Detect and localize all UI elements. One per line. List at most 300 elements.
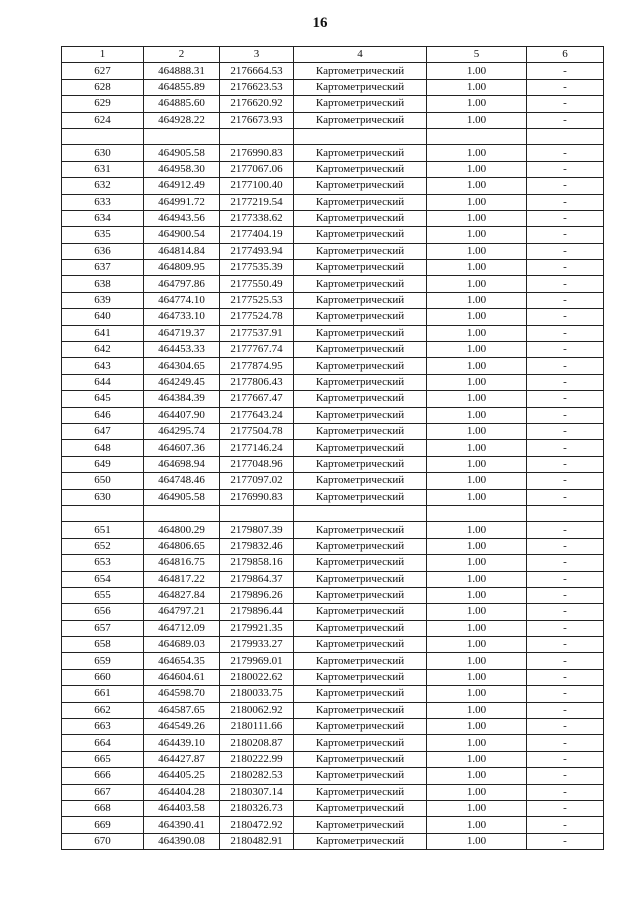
table-row <box>62 735 604 751</box>
table-row <box>62 538 604 554</box>
table-cell: 1.00 <box>427 817 527 833</box>
table-cell: - <box>527 374 604 390</box>
table-cell: Картометрический <box>294 391 427 407</box>
table-cell: 658 <box>62 637 144 653</box>
table-cell: - <box>527 768 604 784</box>
table-row <box>62 522 604 538</box>
table-cell: 636 <box>62 243 144 259</box>
table-cell: 464797.21 <box>144 604 220 620</box>
table-cell: 1.00 <box>427 800 527 816</box>
table-cell: 2179969.01 <box>220 653 294 669</box>
table-cell: 1.00 <box>427 358 527 374</box>
table-cell: 663 <box>62 719 144 735</box>
table-row <box>62 751 604 767</box>
table-row <box>62 194 604 210</box>
table-cell: 2176990.83 <box>220 489 294 505</box>
table-cell: Картометрический <box>294 79 427 95</box>
coordinates-table <box>61 46 604 850</box>
table-row <box>62 145 604 161</box>
table-cell: 2176620.92 <box>220 96 294 112</box>
table-cell: 464928.22 <box>144 112 220 128</box>
table-cell: 464654.35 <box>144 653 220 669</box>
table-cell: Картометрический <box>294 227 427 243</box>
table-cell: 2179933.27 <box>220 637 294 653</box>
table-cell: 634 <box>62 210 144 226</box>
table-cell: 2177404.19 <box>220 227 294 243</box>
table-cell: - <box>527 751 604 767</box>
table-cell: 641 <box>62 325 144 341</box>
table-cell: - <box>527 391 604 407</box>
table-cell: - <box>527 522 604 538</box>
table-cell: 464712.09 <box>144 620 220 636</box>
table-cell: 2180282.53 <box>220 768 294 784</box>
table-cell: 1.00 <box>427 489 527 505</box>
table-cell: 1.00 <box>427 604 527 620</box>
table-row <box>62 604 604 620</box>
table-cell: 2177048.96 <box>220 456 294 472</box>
table-row <box>62 505 604 521</box>
table-cell: Картометрический <box>294 309 427 325</box>
table-row <box>62 423 604 439</box>
table-cell: 464814.84 <box>144 243 220 259</box>
table-cell: 2180022.62 <box>220 669 294 685</box>
table-cell: Картометрический <box>294 276 427 292</box>
table-cell: - <box>527 63 604 79</box>
table-cell: 1.00 <box>427 243 527 259</box>
table-cell: - <box>527 669 604 685</box>
table-cell: 464587.65 <box>144 702 220 718</box>
table-cell: Картометрический <box>294 243 427 259</box>
table-cell: 464598.70 <box>144 686 220 702</box>
table-cell: 1.00 <box>427 571 527 587</box>
table-cell: 2177767.74 <box>220 342 294 358</box>
table-cell: 2177219.54 <box>220 194 294 210</box>
table-cell: Картометрический <box>294 423 427 439</box>
table-cell: 662 <box>62 702 144 718</box>
table-cell: 464249.45 <box>144 374 220 390</box>
table-cell: Картометрический <box>294 669 427 685</box>
table-cell: - <box>527 800 604 816</box>
table-cell: 2177535.39 <box>220 260 294 276</box>
page-number: 16 <box>312 15 328 31</box>
table-row <box>62 653 604 669</box>
table-cell: 643 <box>62 358 144 374</box>
table-cell: - <box>527 342 604 358</box>
table-cell: - <box>527 489 604 505</box>
table-cell: 2176990.83 <box>220 145 294 161</box>
table-cell: - <box>527 178 604 194</box>
table-cell: Картометрический <box>294 63 427 79</box>
table-row <box>62 587 604 603</box>
table-cell: 2180482.91 <box>220 833 294 849</box>
table-cell: 1.00 <box>427 653 527 669</box>
table-cell: 464958.30 <box>144 161 220 177</box>
table-cell: 464453.33 <box>144 342 220 358</box>
table-cell: 2176664.53 <box>220 63 294 79</box>
table-cell: 464885.60 <box>144 96 220 112</box>
table-cell <box>144 128 220 144</box>
table-cell: 667 <box>62 784 144 800</box>
table-cell: - <box>527 358 604 374</box>
table-cell: 627 <box>62 63 144 79</box>
table-cell: Картометрический <box>294 735 427 751</box>
table-cell: 1.00 <box>427 112 527 128</box>
table-cell: 1.00 <box>427 194 527 210</box>
table-cell: 464855.89 <box>144 79 220 95</box>
table-cell: - <box>527 440 604 456</box>
table-cell: 656 <box>62 604 144 620</box>
table-cell <box>220 128 294 144</box>
table-cell: 1.00 <box>427 833 527 849</box>
table-cell: - <box>527 719 604 735</box>
table-cell: Картометрический <box>294 178 427 194</box>
table-cell: 2177525.53 <box>220 292 294 308</box>
table-cell: 1.00 <box>427 96 527 112</box>
table-cell: Картометрический <box>294 358 427 374</box>
table-cell: 635 <box>62 227 144 243</box>
table-row <box>62 800 604 816</box>
table-cell: Картометрический <box>294 833 427 849</box>
table-cell: - <box>527 620 604 636</box>
table-cell: 464607.36 <box>144 440 220 456</box>
table-cell: 1.00 <box>427 260 527 276</box>
table-cell: Картометрический <box>294 555 427 571</box>
table-cell: 631 <box>62 161 144 177</box>
table-row <box>62 374 604 390</box>
table-cell: - <box>527 309 604 325</box>
table-cell: 2177338.62 <box>220 210 294 226</box>
table-cell: - <box>527 653 604 669</box>
table-cell: - <box>527 571 604 587</box>
table-cell: Картометрический <box>294 145 427 161</box>
table-row <box>62 686 604 702</box>
table-cell: Картометрический <box>294 522 427 538</box>
table-cell: 464888.31 <box>144 63 220 79</box>
table-cell: 464748.46 <box>144 473 220 489</box>
table-row <box>62 260 604 276</box>
table-cell: - <box>527 587 604 603</box>
table-cell: 1.00 <box>427 555 527 571</box>
table-cell: 464698.94 <box>144 456 220 472</box>
table-row <box>62 79 604 95</box>
table-cell: Картометрический <box>294 784 427 800</box>
table-row <box>62 669 604 685</box>
table-row <box>62 63 604 79</box>
table-cell: Картометрический <box>294 440 427 456</box>
table-cell: Картометрический <box>294 702 427 718</box>
table-cell: 1.00 <box>427 473 527 489</box>
table-row <box>62 440 604 456</box>
table-cell: 637 <box>62 260 144 276</box>
table-cell <box>62 505 144 521</box>
table-row <box>62 817 604 833</box>
table-cell: 2177643.24 <box>220 407 294 423</box>
table-cell: - <box>527 784 604 800</box>
table-cell: 664 <box>62 735 144 751</box>
table-row <box>62 178 604 194</box>
table-cell: 2180033.75 <box>220 686 294 702</box>
table-cell: - <box>527 276 604 292</box>
table-cell: 1.00 <box>427 620 527 636</box>
table-cell: 2180326.73 <box>220 800 294 816</box>
table-cell: - <box>527 473 604 489</box>
table-cell: 464390.41 <box>144 817 220 833</box>
table-cell: - <box>527 686 604 702</box>
table-cell: 464390.08 <box>144 833 220 849</box>
table-cell: Картометрический <box>294 374 427 390</box>
table-cell <box>62 128 144 144</box>
column-header: 2 <box>144 47 220 63</box>
table-row <box>62 571 604 587</box>
table-row <box>62 637 604 653</box>
table-cell: 2180062.92 <box>220 702 294 718</box>
table-cell: 659 <box>62 653 144 669</box>
table-cell: - <box>527 423 604 439</box>
table-row <box>62 210 604 226</box>
table-cell: Картометрический <box>294 325 427 341</box>
table-cell: 2180222.99 <box>220 751 294 767</box>
table-cell: - <box>527 702 604 718</box>
table-row <box>62 456 604 472</box>
table-cell: Картометрический <box>294 604 427 620</box>
table-cell: 464403.58 <box>144 800 220 816</box>
table-cell: 2179858.16 <box>220 555 294 571</box>
table-cell: 630 <box>62 145 144 161</box>
table-cell: 1.00 <box>427 686 527 702</box>
table-cell: 644 <box>62 374 144 390</box>
table-cell: Картометрический <box>294 210 427 226</box>
table-cell: 464295.74 <box>144 423 220 439</box>
table-cell: 1.00 <box>427 440 527 456</box>
table-cell: 657 <box>62 620 144 636</box>
table-cell: 650 <box>62 473 144 489</box>
table-cell: Картометрический <box>294 800 427 816</box>
column-header: 4 <box>294 47 427 63</box>
table-cell: Картометрический <box>294 161 427 177</box>
table-cell <box>220 505 294 521</box>
table-cell: 1.00 <box>427 751 527 767</box>
table-row <box>62 128 604 144</box>
table-cell: 2177493.94 <box>220 243 294 259</box>
table-row <box>62 555 604 571</box>
table-cell: 2180307.14 <box>220 784 294 800</box>
table-cell: Картометрический <box>294 473 427 489</box>
table-cell: 1.00 <box>427 719 527 735</box>
table-cell: Картометрический <box>294 292 427 308</box>
table-cell: - <box>527 538 604 554</box>
table-cell: Картометрический <box>294 260 427 276</box>
table-cell <box>527 128 604 144</box>
table-cell: 464806.65 <box>144 538 220 554</box>
table-cell: Картометрический <box>294 342 427 358</box>
table-cell: 1.00 <box>427 407 527 423</box>
table-cell: 1.00 <box>427 538 527 554</box>
table-row <box>62 358 604 374</box>
table-cell: 654 <box>62 571 144 587</box>
table-cell: - <box>527 555 604 571</box>
table-cell: 2179832.46 <box>220 538 294 554</box>
table-cell: Картометрический <box>294 571 427 587</box>
table-row <box>62 473 604 489</box>
table-cell: 2177537.91 <box>220 325 294 341</box>
table-cell: 464384.39 <box>144 391 220 407</box>
table-cell: 464905.58 <box>144 145 220 161</box>
table-cell: 2179896.26 <box>220 587 294 603</box>
table-cell: Картометрический <box>294 489 427 505</box>
table-cell: - <box>527 637 604 653</box>
table-row <box>62 407 604 423</box>
table-row <box>62 784 604 800</box>
table-cell: 2179864.37 <box>220 571 294 587</box>
table-cell: 632 <box>62 178 144 194</box>
table-cell: 1.00 <box>427 391 527 407</box>
table-cell: 1.00 <box>427 79 527 95</box>
table-row <box>62 276 604 292</box>
table-cell: 464817.22 <box>144 571 220 587</box>
table-row <box>62 342 604 358</box>
table-cell <box>427 128 527 144</box>
table-cell: 645 <box>62 391 144 407</box>
table-cell: - <box>527 817 604 833</box>
table-row <box>62 391 604 407</box>
table-row <box>62 325 604 341</box>
table-cell: 653 <box>62 555 144 571</box>
table-body <box>62 63 604 850</box>
table-cell: Картометрический <box>294 751 427 767</box>
table-cell: - <box>527 407 604 423</box>
table-cell: 2177067.06 <box>220 161 294 177</box>
table-cell: 464689.03 <box>144 637 220 653</box>
table-cell: - <box>527 194 604 210</box>
table-cell: - <box>527 260 604 276</box>
table-cell: 655 <box>62 587 144 603</box>
table-cell: 464439.10 <box>144 735 220 751</box>
table-cell: 652 <box>62 538 144 554</box>
table-cell: - <box>527 604 604 620</box>
table-row <box>62 719 604 735</box>
table-cell: Картометрический <box>294 538 427 554</box>
table-cell: 464800.29 <box>144 522 220 538</box>
table-cell: 668 <box>62 800 144 816</box>
table-cell: 624 <box>62 112 144 128</box>
table-row <box>62 112 604 128</box>
table-cell: 2177097.02 <box>220 473 294 489</box>
column-header: 5 <box>427 47 527 63</box>
table-cell: 648 <box>62 440 144 456</box>
table-cell: 1.00 <box>427 63 527 79</box>
table-cell: 660 <box>62 669 144 685</box>
table-cell: - <box>527 210 604 226</box>
table-cell: 629 <box>62 96 144 112</box>
table-cell: 2180208.87 <box>220 735 294 751</box>
table-cell <box>294 128 427 144</box>
table-cell: 628 <box>62 79 144 95</box>
table-cell: 2177524.78 <box>220 309 294 325</box>
table-cell: Картометрический <box>294 194 427 210</box>
table-cell: - <box>527 243 604 259</box>
table-cell: 2180472.92 <box>220 817 294 833</box>
table-cell: Картометрический <box>294 407 427 423</box>
table-cell: - <box>527 325 604 341</box>
table-cell: 666 <box>62 768 144 784</box>
table-cell: Картометрический <box>294 96 427 112</box>
table-cell: 1.00 <box>427 342 527 358</box>
table-cell: 464407.90 <box>144 407 220 423</box>
table-cell: 1.00 <box>427 702 527 718</box>
table-cell: - <box>527 292 604 308</box>
table-cell: 1.00 <box>427 587 527 603</box>
table-cell: 2177667.47 <box>220 391 294 407</box>
table-cell: 1.00 <box>427 637 527 653</box>
column-header: 3 <box>220 47 294 63</box>
table-cell: Картометрический <box>294 637 427 653</box>
table-cell: 1.00 <box>427 735 527 751</box>
table-cell: - <box>527 456 604 472</box>
table-row <box>62 768 604 784</box>
table-cell: 2176623.53 <box>220 79 294 95</box>
table-row <box>62 702 604 718</box>
table-cell: Картометрический <box>294 653 427 669</box>
table-cell: 2177100.40 <box>220 178 294 194</box>
table-cell: 464304.65 <box>144 358 220 374</box>
table-cell: - <box>527 735 604 751</box>
column-header: 1 <box>62 47 144 63</box>
table-cell: 2179896.44 <box>220 604 294 620</box>
table-cell: 464404.28 <box>144 784 220 800</box>
table-row <box>62 227 604 243</box>
table-cell <box>527 505 604 521</box>
table-cell: 638 <box>62 276 144 292</box>
table-cell: 1.00 <box>427 522 527 538</box>
table-row <box>62 243 604 259</box>
column-header: 6 <box>527 47 604 63</box>
table-cell: 1.00 <box>427 325 527 341</box>
table-cell: 670 <box>62 833 144 849</box>
table-cell: Картометрический <box>294 456 427 472</box>
table-cell: - <box>527 161 604 177</box>
table-cell: 1.00 <box>427 210 527 226</box>
table-cell: 2179807.39 <box>220 522 294 538</box>
table-cell: 1.00 <box>427 309 527 325</box>
table-cell: 464827.84 <box>144 587 220 603</box>
table-cell: 639 <box>62 292 144 308</box>
table-cell: Картометрический <box>294 686 427 702</box>
table-cell: 2176673.93 <box>220 112 294 128</box>
table-cell: 464905.58 <box>144 489 220 505</box>
table-cell: 642 <box>62 342 144 358</box>
table-cell: 2180111.66 <box>220 719 294 735</box>
table-cell: 1.00 <box>427 456 527 472</box>
table-cell: 1.00 <box>427 669 527 685</box>
table-cell: 464405.25 <box>144 768 220 784</box>
table-cell: 1.00 <box>427 178 527 194</box>
table-header-row <box>62 47 604 63</box>
table-cell: - <box>527 112 604 128</box>
table-row <box>62 161 604 177</box>
table-cell: 640 <box>62 309 144 325</box>
table-cell: 464900.54 <box>144 227 220 243</box>
table-cell <box>294 505 427 521</box>
table-cell: Картометрический <box>294 112 427 128</box>
table-cell: 649 <box>62 456 144 472</box>
table-cell: 1.00 <box>427 784 527 800</box>
table-cell: 669 <box>62 817 144 833</box>
table-cell: - <box>527 145 604 161</box>
table-cell: 1.00 <box>427 227 527 243</box>
table-cell: 2177874.95 <box>220 358 294 374</box>
table-cell: 464797.86 <box>144 276 220 292</box>
table-cell: 1.00 <box>427 276 527 292</box>
